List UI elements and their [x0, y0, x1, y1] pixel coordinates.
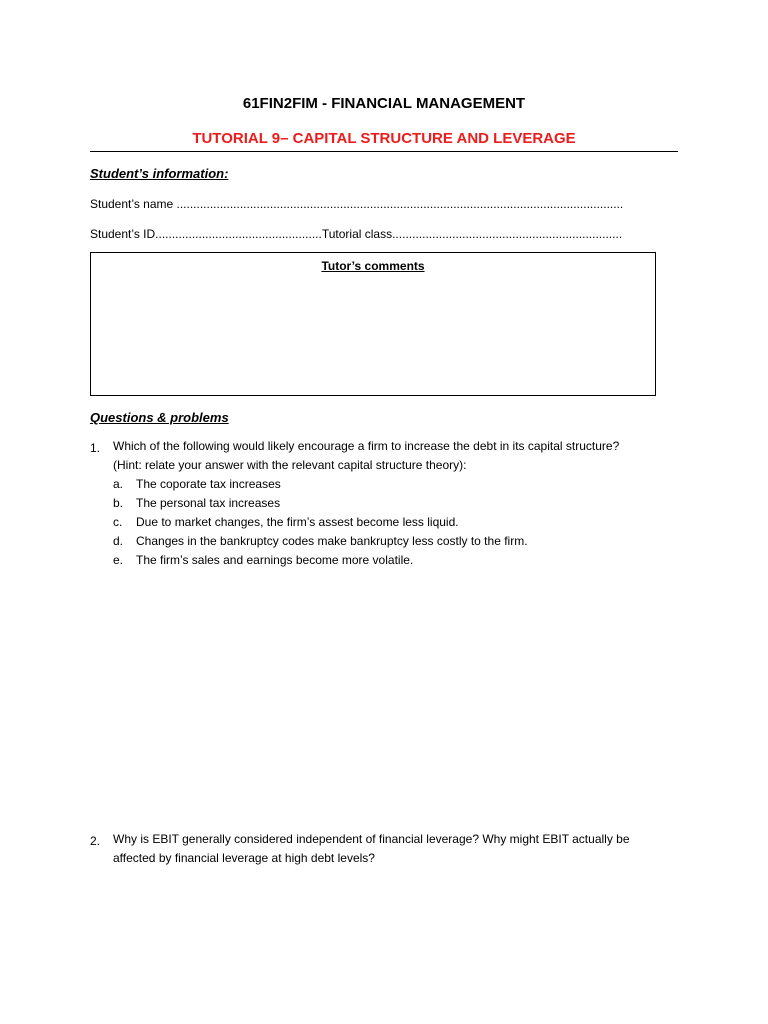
option-c-letter: c. [113, 515, 123, 529]
question-1-line-2: (Hint: relate your answer with the relevant capital structure theory): [113, 458, 467, 472]
option-d-letter: d. [113, 534, 124, 548]
tutorial-class-label: Tutorial class..................................................................... [321, 227, 623, 241]
question-1-text [113, 437, 673, 475]
option-b-text: The personal tax increases [136, 496, 281, 510]
tutor-comments-box [90, 252, 656, 396]
option-e-letter: e. [113, 553, 124, 567]
questions-heading: Questions & problems [90, 410, 229, 425]
question-2-line-1: Why is EBIT generally considered independent of financial leverage? Why might EBIT actually be [113, 832, 630, 846]
option-a-text: The coporate tax increases [136, 477, 281, 491]
tutorial-title: TUTORIAL 9– CAPITAL STRUCTURE AND LEVERAGE [192, 130, 576, 147]
student-info-heading: Student’s information: [90, 166, 229, 181]
course-title: 61FIN2FIM - FINANCIAL MANAGEMENT [242, 95, 526, 112]
header-divider [90, 151, 678, 152]
option-e-text: The firm’s sales and earnings become more volatile. [136, 553, 414, 567]
question-2-number: 2. [90, 834, 101, 848]
question-2-line-2: affected by financial leverage at high debt levels? [113, 851, 375, 865]
student-id-label: Student’s ID.................................................. [90, 227, 322, 241]
question-1-number: 1. [90, 441, 101, 455]
question-1-line-1: Which of the following would likely encourage a firm to increase the debt in its capital structure? [113, 439, 620, 453]
option-d-text: Changes in the bankruptcy codes make bankruptcy less costly to the firm. [136, 534, 528, 548]
question-2-text [113, 830, 673, 868]
student-name-line: Student’s name ...................................................................................................................................... [90, 197, 624, 211]
student-id-class-line [90, 227, 656, 241]
option-b-letter: b. [113, 496, 124, 510]
option-c-text: Due to market changes, the firm’s assest become less liquid. [136, 515, 459, 529]
option-a-letter: a. [113, 477, 124, 491]
tutor-comments-title: Tutor’s comments [321, 259, 425, 273]
